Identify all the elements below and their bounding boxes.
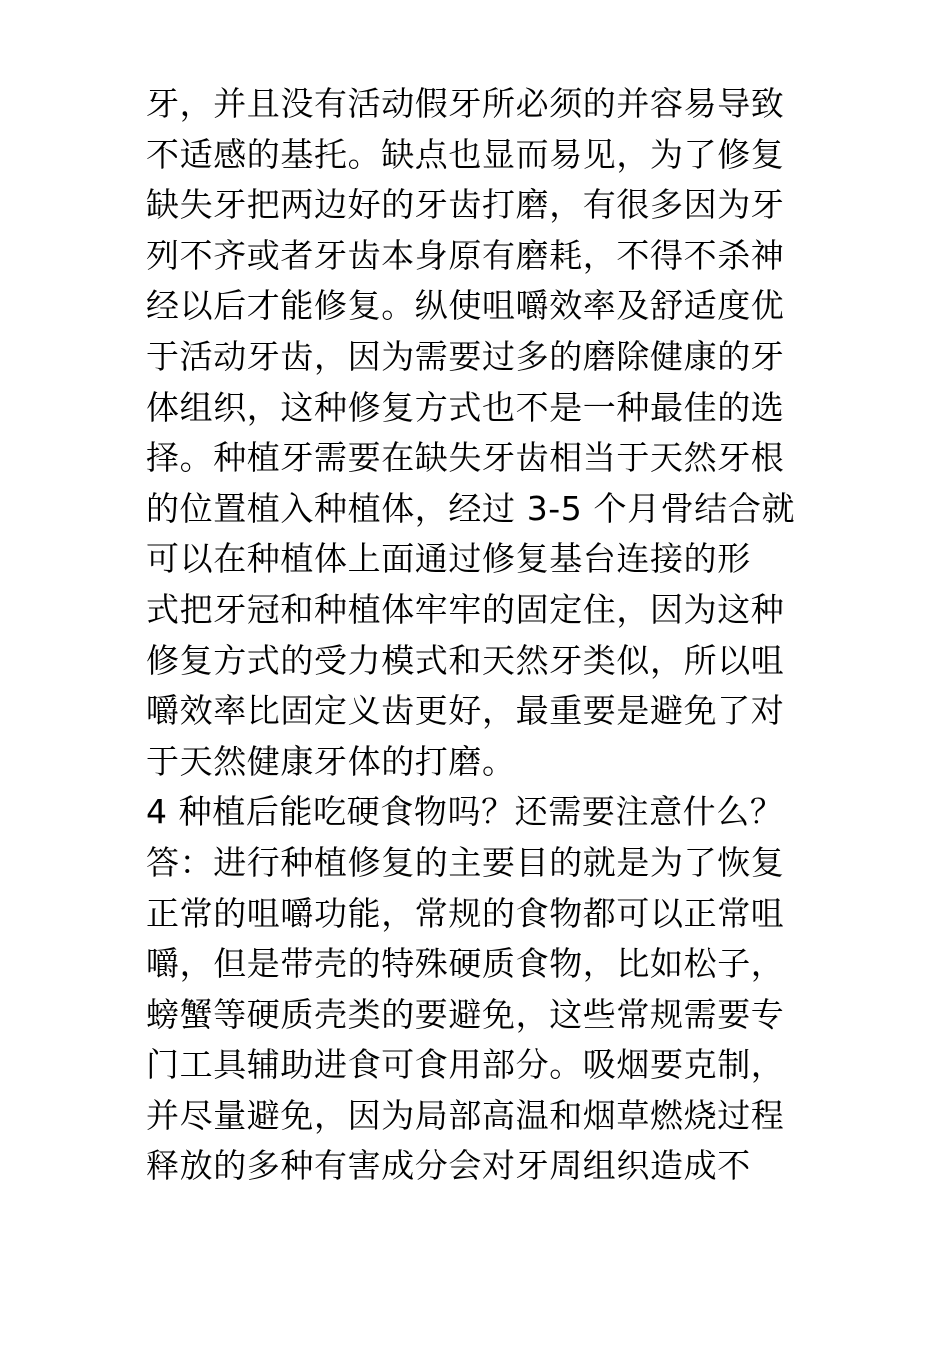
section-heading: 4 种植后能吃硬食物吗？还需要注意什么？ xyxy=(146,792,784,832)
text-line-5: 经以后才能修复。纵使咀嚼效率及舒适度优 xyxy=(146,286,785,326)
text-line-10: 可以在种植体上面通过修复基台连接的形 xyxy=(146,539,751,579)
text-line-17: 正常的咀嚼功能，常规的食物都可以正常咀 xyxy=(146,893,785,933)
text-line-9: 的位置植入种植体，经过 3-5 个月骨结合就 xyxy=(146,488,796,528)
text-line-13: 嚼效率比固定义齿更好，最重要是避免了对 xyxy=(146,691,785,731)
text-line-22: 释放的多种有害成分会对牙周组织造成不 xyxy=(146,1146,751,1186)
text-line-18: 嚼，但是带壳的特殊硬质食物，比如松子， xyxy=(146,944,785,984)
text-line-3: 缺失牙把两边好的牙齿打磨，有很多因为牙 xyxy=(146,185,785,225)
body-text xyxy=(146,79,846,1192)
text-line-14: 于天然健康牙体的打磨。 xyxy=(146,741,516,781)
text-line-19: 螃蟹等硬质壳类的要避免，这些常规需要专 xyxy=(146,994,785,1034)
text-line-2: 不适感的基托。缺点也显而易见，为了修复 xyxy=(146,134,785,174)
text-line-20: 门工具辅助进食可食用部分。吸烟要克制， xyxy=(146,1045,785,1085)
text-line-12: 修复方式的受力模式和天然牙类似，所以咀 xyxy=(146,640,785,680)
text-line-1: 牙，并且没有活动假牙所必须的并容易导致 xyxy=(146,84,785,123)
text-line-7: 体组织，这种修复方式也不是一种最佳的选 xyxy=(146,387,785,427)
text-line-16: 答：进行种植修复的主要目的就是为了恢复 xyxy=(146,842,785,882)
text-line-21: 并尽量避免，因为局部高温和烟草燃烧过程 xyxy=(146,1095,785,1135)
text-line-8: 择。种植牙需要在缺失牙齿相当于天然牙根 xyxy=(146,438,785,478)
text-line-11: 式把牙冠和种植体牢牢的固定住，因为这种 xyxy=(146,589,785,629)
text-line-4: 列不齐或者牙齿本身原有磨耗，不得不杀神 xyxy=(146,235,785,275)
text-line-6: 于活动牙齿，因为需要过多的磨除健康的牙 xyxy=(146,336,785,376)
